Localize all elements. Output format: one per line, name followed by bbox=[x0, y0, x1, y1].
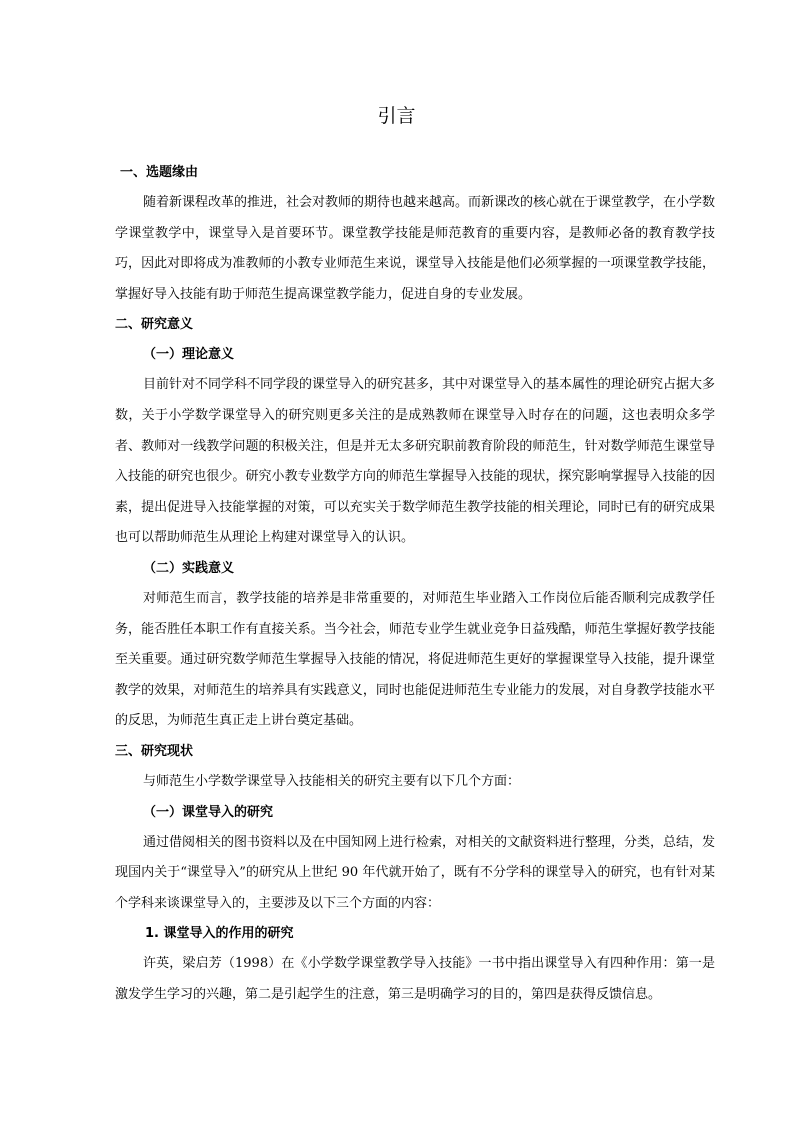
section-heading-reason: 一、选题缘由 bbox=[120, 165, 199, 180]
subsection-heading-practice: （二）实践意义 bbox=[143, 560, 235, 576]
paragraph-practice: 对师范生而言，教学技能的培养是非常重要的，对师范生毕业踏入工作岗位后能否顺利完成教学任务，能否胜任本职工作有直接关系。当今社会，师范专业学生就业竞争日益残酷，师范生掌握好教学技能至关重要。通过研究数学师范生掌握导入技能的情况，将促进师范生更好的掌握课堂导入技能，提升课堂教学的效果，对师范生的培养具有实践意义，同时也能促进师范生专业能力的发展，对自身教学技能水平的反思，为师范生真正走上讲台奠定基础。 bbox=[115, 590, 715, 729]
paragraph-classroom-intro: 通过借阅相关的图书资料以及在中国知网上进行检索，对相关的文献资料进行整理，分类，总结，发现国内关于“课堂导入”的研究从上世纪 90 年代就开始了，既有不分学科的课堂导入的研究，也有针对某个学科来谈课堂导入的，主要涉及以下三个方面的内容： bbox=[115, 834, 716, 911]
section-heading-status: 三、研究现状 bbox=[115, 743, 194, 759]
paragraph-function: 许英，梁启芳（1998）在《小学数学课堂教学导入技能》一书中指出课堂导入有四种作用：第一是激发学生学习的兴趣，第二是引起学生的注意，第三是明确学习的目的，第四是获得反馈信息。 bbox=[115, 956, 715, 1002]
paragraph-status-intro: 与师范生小学数学课堂导入技能相关的研究主要有以下几个方面： bbox=[143, 773, 521, 789]
item-heading-function: 1. 课堂导入的作用的研究 bbox=[145, 926, 294, 942]
paragraph-theory: 目前针对不同学科不同学段的课堂导入的研究甚多，其中对课堂导入的基本属性的理论研究占据大多数，关于小学数学课堂导入的研究则更多关注的是成熟教师在课堂导入时存在的问题，这也表明众多学者、教师对一线教学问题的积极关注，但是并无太多研究职前教育阶段的师范生，针对数学师范生课堂导入技能的研究也很少。研究小教专业数学方向的师范生掌握导入技能的现状，探究影响掌握导入技能的因素，提出促进导入技能掌握的对策，可以充实关于数学师范生教学技能的相关理论，同时已有的研究成果也可以帮助师范生从理论上构建对课堂导入的认识。 bbox=[115, 377, 716, 546]
subsection-heading-theory: （一）理论意义 bbox=[143, 347, 235, 363]
document-body bbox=[115, 158, 715, 1010]
page-title: 引言 bbox=[377, 105, 416, 127]
subsection-heading-classroom-intro: （一）课堂导入的研究 bbox=[143, 804, 274, 820]
section-heading-significance: 二、研究意义 bbox=[115, 317, 194, 333]
paragraph-reason: 随着新课程改革的推进，社会对教师的期待也越来越高。而新课改的核心就在于课堂教学，在小学数学课堂教学中，课堂导入是首要环节。课堂教学技能是师范教育的重要内容，是教师必备的教育教学技巧，因此对即将成为准教师的小教专业师范生来说，课堂导入技能是他们必须掌握的一项课堂教学技能，掌握好导入技能有助于师范生提高课堂教学能力，促进自身的专业发展。 bbox=[115, 195, 716, 302]
